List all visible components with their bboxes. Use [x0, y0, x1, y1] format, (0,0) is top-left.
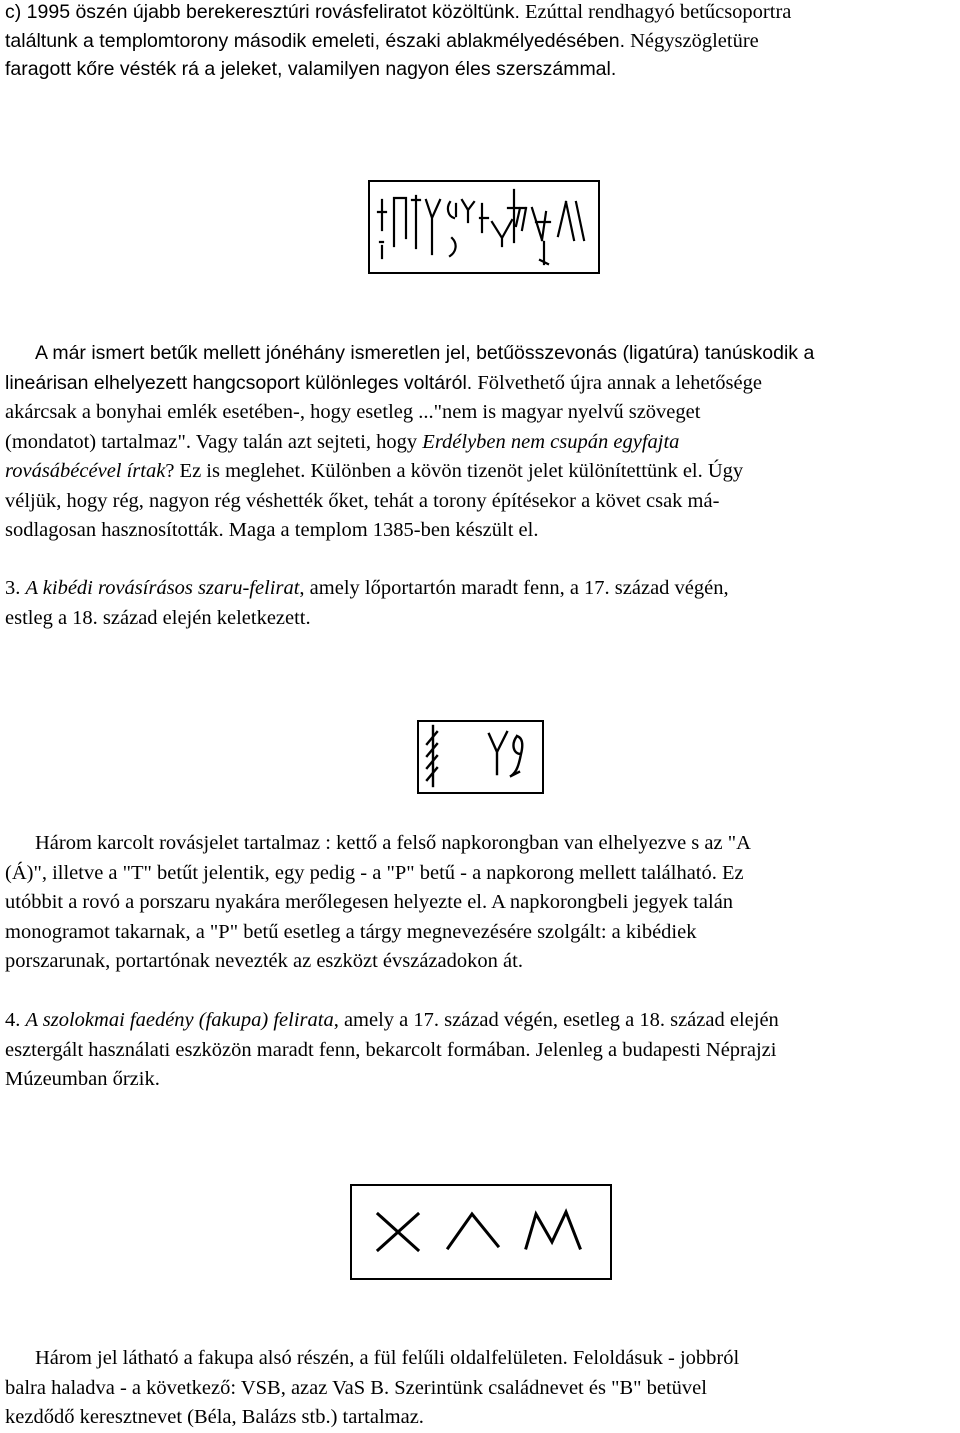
ligature-line-2: lineárisan elhelyezett hangcsoport különleges voltáról.: [5, 371, 473, 394]
rune-inscription-figure-1: [368, 180, 600, 274]
inscription-paragraph: [5, 339, 955, 546]
hypothesis-line-1: Fölvethető újra annak a lehetősége: [472, 371, 762, 394]
cup-description-paragraph: [5, 1344, 955, 1433]
cup-line-1: Három jel látható a fakupa alsó részén, a fül felűli oldalfelületen. Feloldásuk - jobbról: [35, 1347, 740, 1369]
horn-line-1: Három karcolt rovásjelet tartalmaz : kettő a felső napkorongban van elhelyezve s az "A: [35, 832, 751, 854]
intro-line-3: faragott kőre vésték rá a jeleket, valamilyen nagyon éles szerszámmal.: [5, 58, 617, 80]
section-3-number: 3.: [5, 577, 26, 599]
section-4-heading-paragraph: [5, 1006, 955, 1095]
horn-line-3: utóbbit a rovó a porszaru nyakára merőlegesen helyezte el. A napkorongbeli jegyek talán: [5, 891, 734, 913]
section-3-line-1: , amely lőportartón maradt fenn, a 17. század végén,: [299, 577, 729, 599]
horn-line-4: monogramot takarnak, a "P" betű esetleg a tárgy megnevezésére szolgált: a kibédiek: [5, 920, 697, 943]
horn-description-paragraph: [5, 829, 955, 977]
cup-line-2: balra haladva - a következő: VSB, azaz VaS B. Szerintünk családnevet és "B" betüvel: [5, 1376, 707, 1399]
section-3-heading-paragraph: [5, 574, 955, 633]
section-3-line-2: estleg a 18. század elején keletkezett.: [5, 606, 311, 629]
section-4-title: A szolokmai faedény (fakupa) felirata: [25, 1009, 334, 1031]
section-4-line-1: , amely a 17. század végén, esetleg a 18. század elején: [333, 1009, 779, 1031]
hypothesis-line-3-italic: Erdélyben nem csupán egyfajta: [422, 430, 680, 453]
rune-glyphs-2: [419, 722, 542, 792]
section-4-number: 4.: [5, 1009, 26, 1031]
hypothesis-line-3: (mondatot) tartalmaz". Vagy talán azt sejteti, hogy: [5, 430, 423, 453]
rune-inscription-figure-2: [417, 720, 544, 794]
intro-line-1: c) 1995 öszén újabb berekeresztúri rovásfeliratot közöltünk.: [5, 1, 520, 23]
intro-line-2: találtunk a templomtorony második emeleti, északi ablakmélyedésében.: [5, 29, 625, 52]
section-3-title: A kibédi rovásírásos szaru-felirat: [25, 577, 300, 599]
intro-paragraph: [5, 0, 955, 84]
section-4-line-3: Múzeumban őrzik.: [5, 1068, 160, 1090]
section-4-line-2: esztergált használati eszközön maradt fenn, bekarcolt formában. Jelenleg a budapesti Néprajzi: [5, 1038, 777, 1061]
intro-line-2b: Négyszögletüre: [624, 29, 759, 52]
intro-line-1b: Ezúttal rendhagyó betűcsoportra: [519, 1, 792, 23]
rune-inscription-figure-3: [350, 1184, 612, 1280]
hypothesis-line-2: akárcsak a bonyhai emlék esetében-, hogy esetleg ..."nem is magyar nyelvű szöveget: [5, 401, 701, 423]
ligature-line-1: A már ismert betűk mellett jónéhány ismeretlen jel, betűösszevonás (ligatúra) tanúskodik a: [35, 342, 815, 364]
cup-line-3: kezdődő keresztnevet (Béla, Balázs stb.) tartalmaz.: [5, 1406, 424, 1428]
hypothesis-line-5: véljük, hogy rég, nagyon rég véshették őket, tehát a torony építésekor a követ csak má-: [5, 489, 720, 512]
rune-glyphs-3: [352, 1186, 610, 1278]
hypothesis-line-6: sodlagosan hasznosították. Maga a templom 1385-ben készült el.: [5, 519, 539, 541]
hypothesis-line-4: ? Ez is meglehet. Különben a kövön tizenöt jelet különítettünk el. Úgy: [165, 460, 744, 482]
hypothesis-line-4-italic: rovásábécével írtak: [5, 460, 166, 482]
horn-line-2: (Á)", illetve a "T" betűt jelentik, egy pedig - a "P" betű - a napkorong mellett található. Ez: [5, 861, 744, 884]
horn-line-5: porszarunak, portartónak nevezték az eszközt évszázadokon át.: [5, 950, 523, 972]
rune-glyphs-1: [370, 182, 598, 272]
